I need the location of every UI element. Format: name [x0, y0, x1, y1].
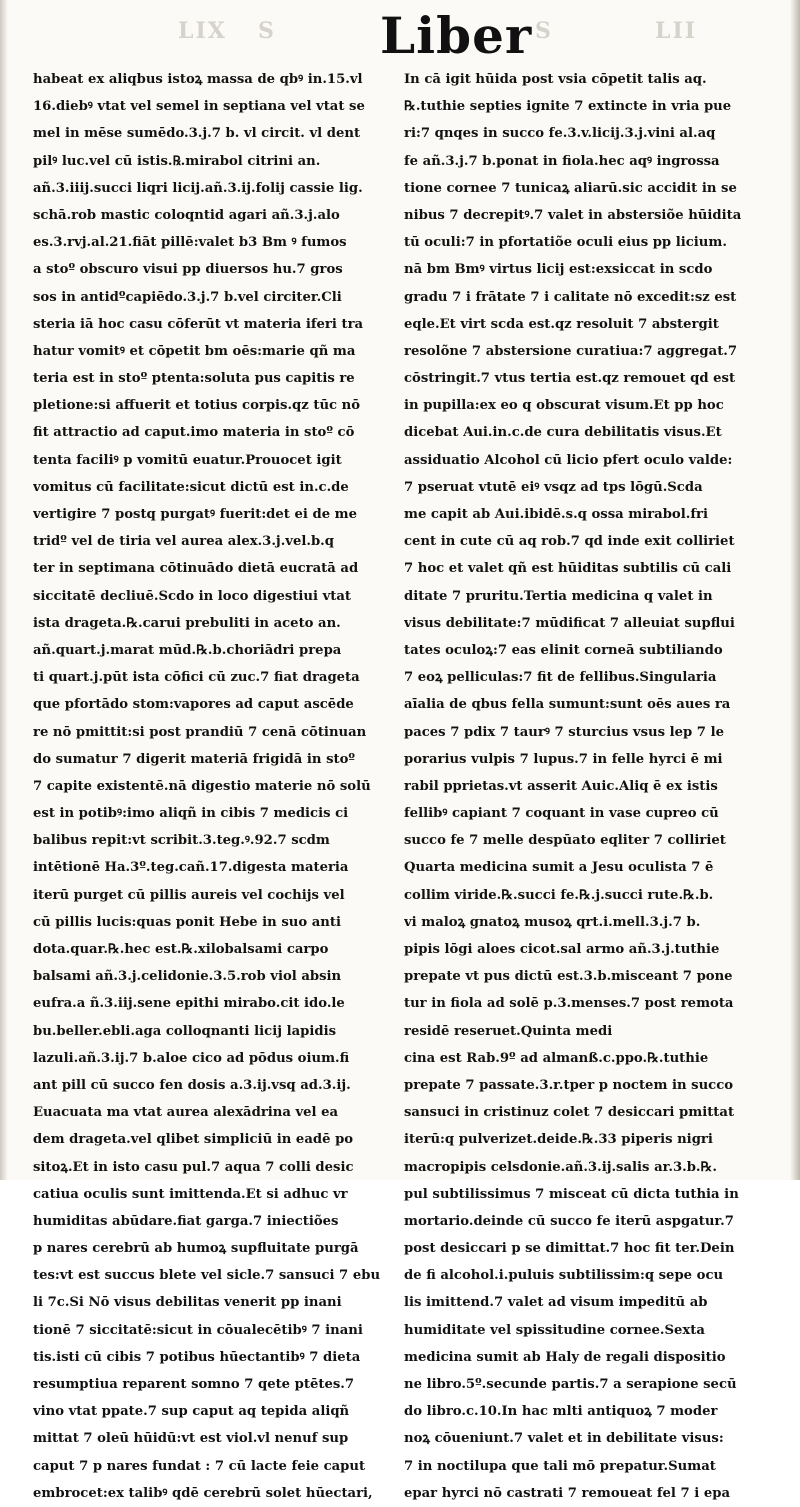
text-line: ri:7 qnqes in succo fe.3.v.licij.3.j.vini al.aq — [404, 126, 716, 142]
text-line: fe añ.3.j.7 b.ponat in fiola.hec aqꝰ ingrossa — [404, 153, 720, 169]
text-line: pilꝰ luc.vel cū istis.℞.mirabol citrini an. — [33, 153, 321, 169]
text-line: lis imittend.7 valet ad visum impeditū ab — [404, 1295, 708, 1311]
text-line: pipis lōgi aloes cicot.sal armo añ.3.j.tuthie — [404, 942, 720, 957]
text-line: vertigire 7 postq purgatꝰ fuerit:det ei de me — [33, 507, 358, 522]
text-line: tū oculi:7 in pfortatiõe oculi eius pp licium. — [404, 235, 727, 251]
text-line: bu.beller.ebli.aga colloqnanti licij lapidis — [33, 1023, 337, 1039]
text-line: sansuci in cristinuz colet 7 desiccari pmittat — [404, 1105, 735, 1121]
text-line: que pfortādo stom:vapores ad caput ascēde — [33, 697, 354, 713]
text-line: tione cornee 7 tunicaꝝ aliarū.sic accidit in se — [404, 180, 737, 196]
text-line: vi maloꝝ gnatoꝝ musoꝝ qrt.i.mell.3.j.7 b. — [404, 914, 701, 930]
text-line: mel in mēse sumēdo.3.j.7 b. vl circit. vl dent — [33, 126, 361, 142]
text-line: habeat ex aliqbus istoꝝ massa de qbꝰ in.15.vl — [33, 72, 363, 87]
text-line: assiduatio Alcohol cū licio pfert oculo valde: — [404, 452, 733, 468]
text-line: 7 pseruat vtutē eiꝰ vsqz ad tps lōgū.Scda — [404, 479, 703, 495]
text-line: cina est Rab.9º ad almanß.c.ppo.℞.tuthie — [404, 1050, 709, 1066]
text-line: dicebat Aui.in.c.de cura debilitatis visus.Et — [404, 425, 722, 441]
text-line: succo fe 7 melle despūato eqliter 7 colliriet — [404, 833, 726, 849]
text-line: 16.diebꝰ vtat vel semel in septiana vel vtat se — [33, 99, 365, 115]
text-line: pletione:si affuerit et totius corpis.qz tūc nō — [33, 398, 361, 414]
text-line: pul subtilissimus 7 misceat cū dicta tuthia in — [404, 1186, 739, 1202]
text-line: dem drageta.vel qlibet simpliciū in eadē po — [33, 1132, 354, 1148]
text-line: fellibꝰ capiant 7 coquant in vase cupreo cū — [404, 806, 719, 822]
text-line: balibus repit:vt scribit.3.teg.ꝰ.92.7 scdm — [33, 833, 330, 849]
text-line: cōstringit.7 vtus tertia est.qz remouet qd est — [404, 371, 736, 387]
text-line: macropipis celsdonie.añ.3.ij.salis ar.3.b.℞. — [404, 1159, 717, 1175]
text-line: catiua oculis sunt imittenda.Et si adhuc vr — [33, 1186, 348, 1202]
text-line: ant pill cū succo fen dosis a.3.ij.vsq ad.3.ij. — [33, 1077, 351, 1093]
text-line: embrocet:ex talibꝰ qdē cerebrū solet hūectari, — [33, 1485, 373, 1501]
text-line: medicina sumit ab Haly de regali dispositio — [404, 1349, 726, 1365]
text-line: tis.isti cū cibis 7 potibus hūectantibꝰ 7 dieta — [33, 1349, 361, 1365]
text-line: siccitatē decliuē.Scdo in loco digestiui vtat — [33, 588, 351, 604]
text-line: ti quart.j.pūt ista cōfici cū zuc.7 fiat drageta — [33, 670, 360, 686]
text-line: In cā igit hūida post vsia cōpetit talis aq. — [404, 72, 707, 87]
text-line: nibus 7 decrepitꝰ.7 valet in abstersiõe hūidita — [404, 207, 742, 223]
text-line: humiditas abūdare.fiat garga.7 iniectiões — [33, 1213, 339, 1229]
text-line: nā bm Bmꝰ virtus licij est:exsiccat in scdo — [404, 262, 713, 278]
text-line: re nō pmittit:si post prandiū 7 cenā cōtinuan — [33, 724, 367, 740]
page-shadow-left — [0, 0, 8, 1180]
text-line: li 7c.Si Nō visus debilitas venerit pp inani — [33, 1295, 342, 1311]
text-line: 7 eoꝝ pelliculas:7 fit de fellibus.Singularia — [404, 670, 717, 686]
text-line: ista drageta.℞.carui prebuliti in aceto an. — [33, 615, 341, 631]
text-line: tates oculoꝝ:7 eas elinit corneā subtiliando — [404, 642, 723, 658]
text-line: eqle.Et virt scda est.qz resoluit 7 abstergit — [404, 316, 719, 332]
text-line: gradu 7 i frātate 7 i calitate nō excedit:sz est — [404, 289, 737, 305]
text-line: teria est in stoº ptenta:soluta pus capitis re — [33, 371, 355, 387]
text-line: mortario.deinde cū succo fe iterū aspgatur.7 — [404, 1213, 734, 1229]
text-line: balsami añ.3.j.celidonie.3.5.rob viol absin — [33, 969, 342, 985]
text-line: residē reseruet.Quinta medi — [404, 1023, 613, 1039]
text-line: fit attractio ad caput.imo materia in stoº cō — [33, 425, 355, 441]
text-line: tenta faciliꝰ p vomitū euatur.Prouocet igit — [33, 452, 342, 468]
text-line: visus debilitate:7 mūdificat 7 alleuiat supflui — [404, 615, 735, 631]
text-line: caput 7 p nares fundat : 7 cū lacte feie caput — [33, 1458, 366, 1474]
text-line: cū pillis lucis:quas ponit Hebe in suo anti — [33, 914, 341, 930]
text-line: tes:vt est succus blete vel sicle.7 sansuci 7 ebu — [33, 1268, 381, 1284]
text-line: ne libro.5º.secunde partis.7 a serapione secū — [404, 1377, 737, 1392]
text-line: sitoꝝ.Et in isto casu pul.7 aqua 7 colli desic — [33, 1159, 354, 1175]
text-line: me capit ab Aui.ibidē.s.q ossa mirabol.fri — [404, 507, 708, 522]
left-text-column — [33, 66, 389, 1507]
text-line: est in potibꝰ:imo aliqñ in cibis 7 medicis ci — [33, 806, 349, 822]
text-line: tur in fiola ad solē p.3.menses.7 post remota — [404, 996, 734, 1012]
text-line: aīalia de qbus fella sumunt:sunt oēs aues ra — [404, 697, 731, 713]
running-head: Liber — [380, 6, 533, 65]
text-line: vino vtat ppate.7 sup caput aq tepida aliqñ — [33, 1404, 350, 1420]
bleed-through-text: S — [535, 18, 553, 44]
text-line: cent in cute cū aq rob.7 qd inde exit colliriet — [404, 534, 735, 550]
page-shadow-right — [790, 0, 800, 1180]
text-line: intētionē Ha.3º.teg.cañ.17.digesta materia — [33, 860, 349, 876]
text-line: resumptiua reparent somno 7 qete ptētes.7 — [33, 1377, 355, 1392]
bleed-through-text: LIX — [178, 18, 227, 44]
text-line: noꝝ cōueniunt.7 valet et in debilitate visus: — [404, 1431, 724, 1447]
text-line: do libro.c.10.In hac mlti antiquoꝝ 7 moder — [404, 1404, 718, 1420]
text-line: p nares cerebrū ab humoꝝ supfluitate purgā — [33, 1241, 359, 1257]
text-line: ter in septimana cōtinuādo dietā eucratā ad — [33, 561, 359, 577]
text-line: porarius vulpis 7 lupus.7 in felle hyrci ē mi — [404, 751, 723, 767]
text-line: in pupilla:ex eo q obscurat visum.Et pp hoc — [404, 398, 724, 414]
text-line: post desiccari p se dimittat.7 hoc fit ter.Dein — [404, 1241, 735, 1257]
text-line: schā.rob mastic coloqntid agari añ.3.j.alo — [33, 207, 340, 223]
bleed-through-text: LII — [655, 18, 698, 44]
text-line: 7 capite existentē.nā digestio materie nō solū — [33, 778, 371, 794]
text-line: añ.3.iiij.succi liqri licij.añ.3.ij.folij cassie lig. — [33, 180, 363, 196]
text-line: eufra.a ñ.3.iij.sene epithi mirabo.cit ido.le — [33, 996, 345, 1012]
text-line: es.3.rvj.al.21.fiāt pillē:valet b3 Bm ꝰ fumos — [33, 235, 347, 251]
text-line: Quarta medicina sumit a Jesu oculista 7 ē — [404, 860, 714, 876]
right-text-column — [404, 66, 756, 1507]
text-line: dota.quar.℞.hec est.℞.xilobalsami carpo — [33, 942, 329, 957]
text-line: rabil pprietas.vt asserit Auic.Aliq ē ex istis — [404, 778, 718, 794]
text-line: a stoº obscuro visui pp diuersos hu.7 gros — [33, 262, 343, 278]
text-line: prepate 7 passate.3.r.tper p noctem in succo — [404, 1077, 734, 1093]
bleed-through-text: S — [258, 18, 276, 44]
text-line: 7 hoc et valet qñ est hūiditas subtilis cū cali — [404, 561, 732, 577]
text-line: iterū purget cū pillis aureis vel cochijs vel — [33, 887, 345, 903]
text-line: vomitus cū facilitate:sicut dictū est in.c.de — [33, 479, 349, 495]
text-line: mittat 7 oleū hūidū:vt est viol.vl nenuf sup — [33, 1431, 349, 1447]
text-line: paces 7 pdix 7 taurꝰ 7 sturcius vsus lep 7 le — [404, 724, 724, 740]
text-line: sos in antidºcapiēdo.3.j.7 b.vel circiter.Cli — [33, 289, 342, 305]
text-line: iterū:q pulverizet.deide.℞.33 piperis nigri — [404, 1132, 713, 1148]
text-line: steria iā hoc casu cōferūt vt materia iferi tra — [33, 316, 364, 332]
text-line: collim viride.℞.succi fe.℞.j.succi rute.℞.b. — [404, 887, 714, 903]
text-line: ℞.tuthie septies ignite 7 extincte in vria pue — [404, 99, 732, 115]
text-line: Euacuata ma vtat aurea alexādrina vel ea — [33, 1105, 339, 1121]
text-line: lazuli.añ.3.ij.7 b.aloe cico ad pōdus oium.fi — [33, 1050, 350, 1066]
text-line: prepate vt pus dictū est.3.b.misceant 7 pone — [404, 969, 733, 985]
text-line: 7 in noctilupa que tali mō prepatur.Sumat — [404, 1458, 716, 1474]
text-line: de fi alcohol.i.puluis subtilissim:q sepe ocu — [404, 1268, 724, 1284]
text-line: tridº vel de tiria vel aurea alex.3.j.vel.b.q — [33, 534, 334, 550]
text-line: humiditate vel spissitudine cornee.Sexta — [404, 1322, 705, 1338]
text-line: tionē 7 siccitatē:sicut in cōualecētibꝰ 7 inani — [33, 1322, 363, 1338]
text-line: hatur vomitꝰ et cōpetit bm oēs:marie qñ ma — [33, 343, 356, 359]
text-line: do sumatur 7 digerit materiā frigidā in stoº — [33, 751, 355, 767]
text-line: epar hyrci nō castrati 7 remoueat fel 7 i epa — [404, 1485, 731, 1501]
text-line: añ.quart.j.marat mūd.℞.b.choriādri prepa — [33, 642, 342, 658]
text-line: ditate 7 pruritu.Tertia medicina q valet in — [404, 588, 713, 604]
text-line: resolõne 7 abstersione curatiua:7 aggregat.7 — [404, 343, 738, 359]
